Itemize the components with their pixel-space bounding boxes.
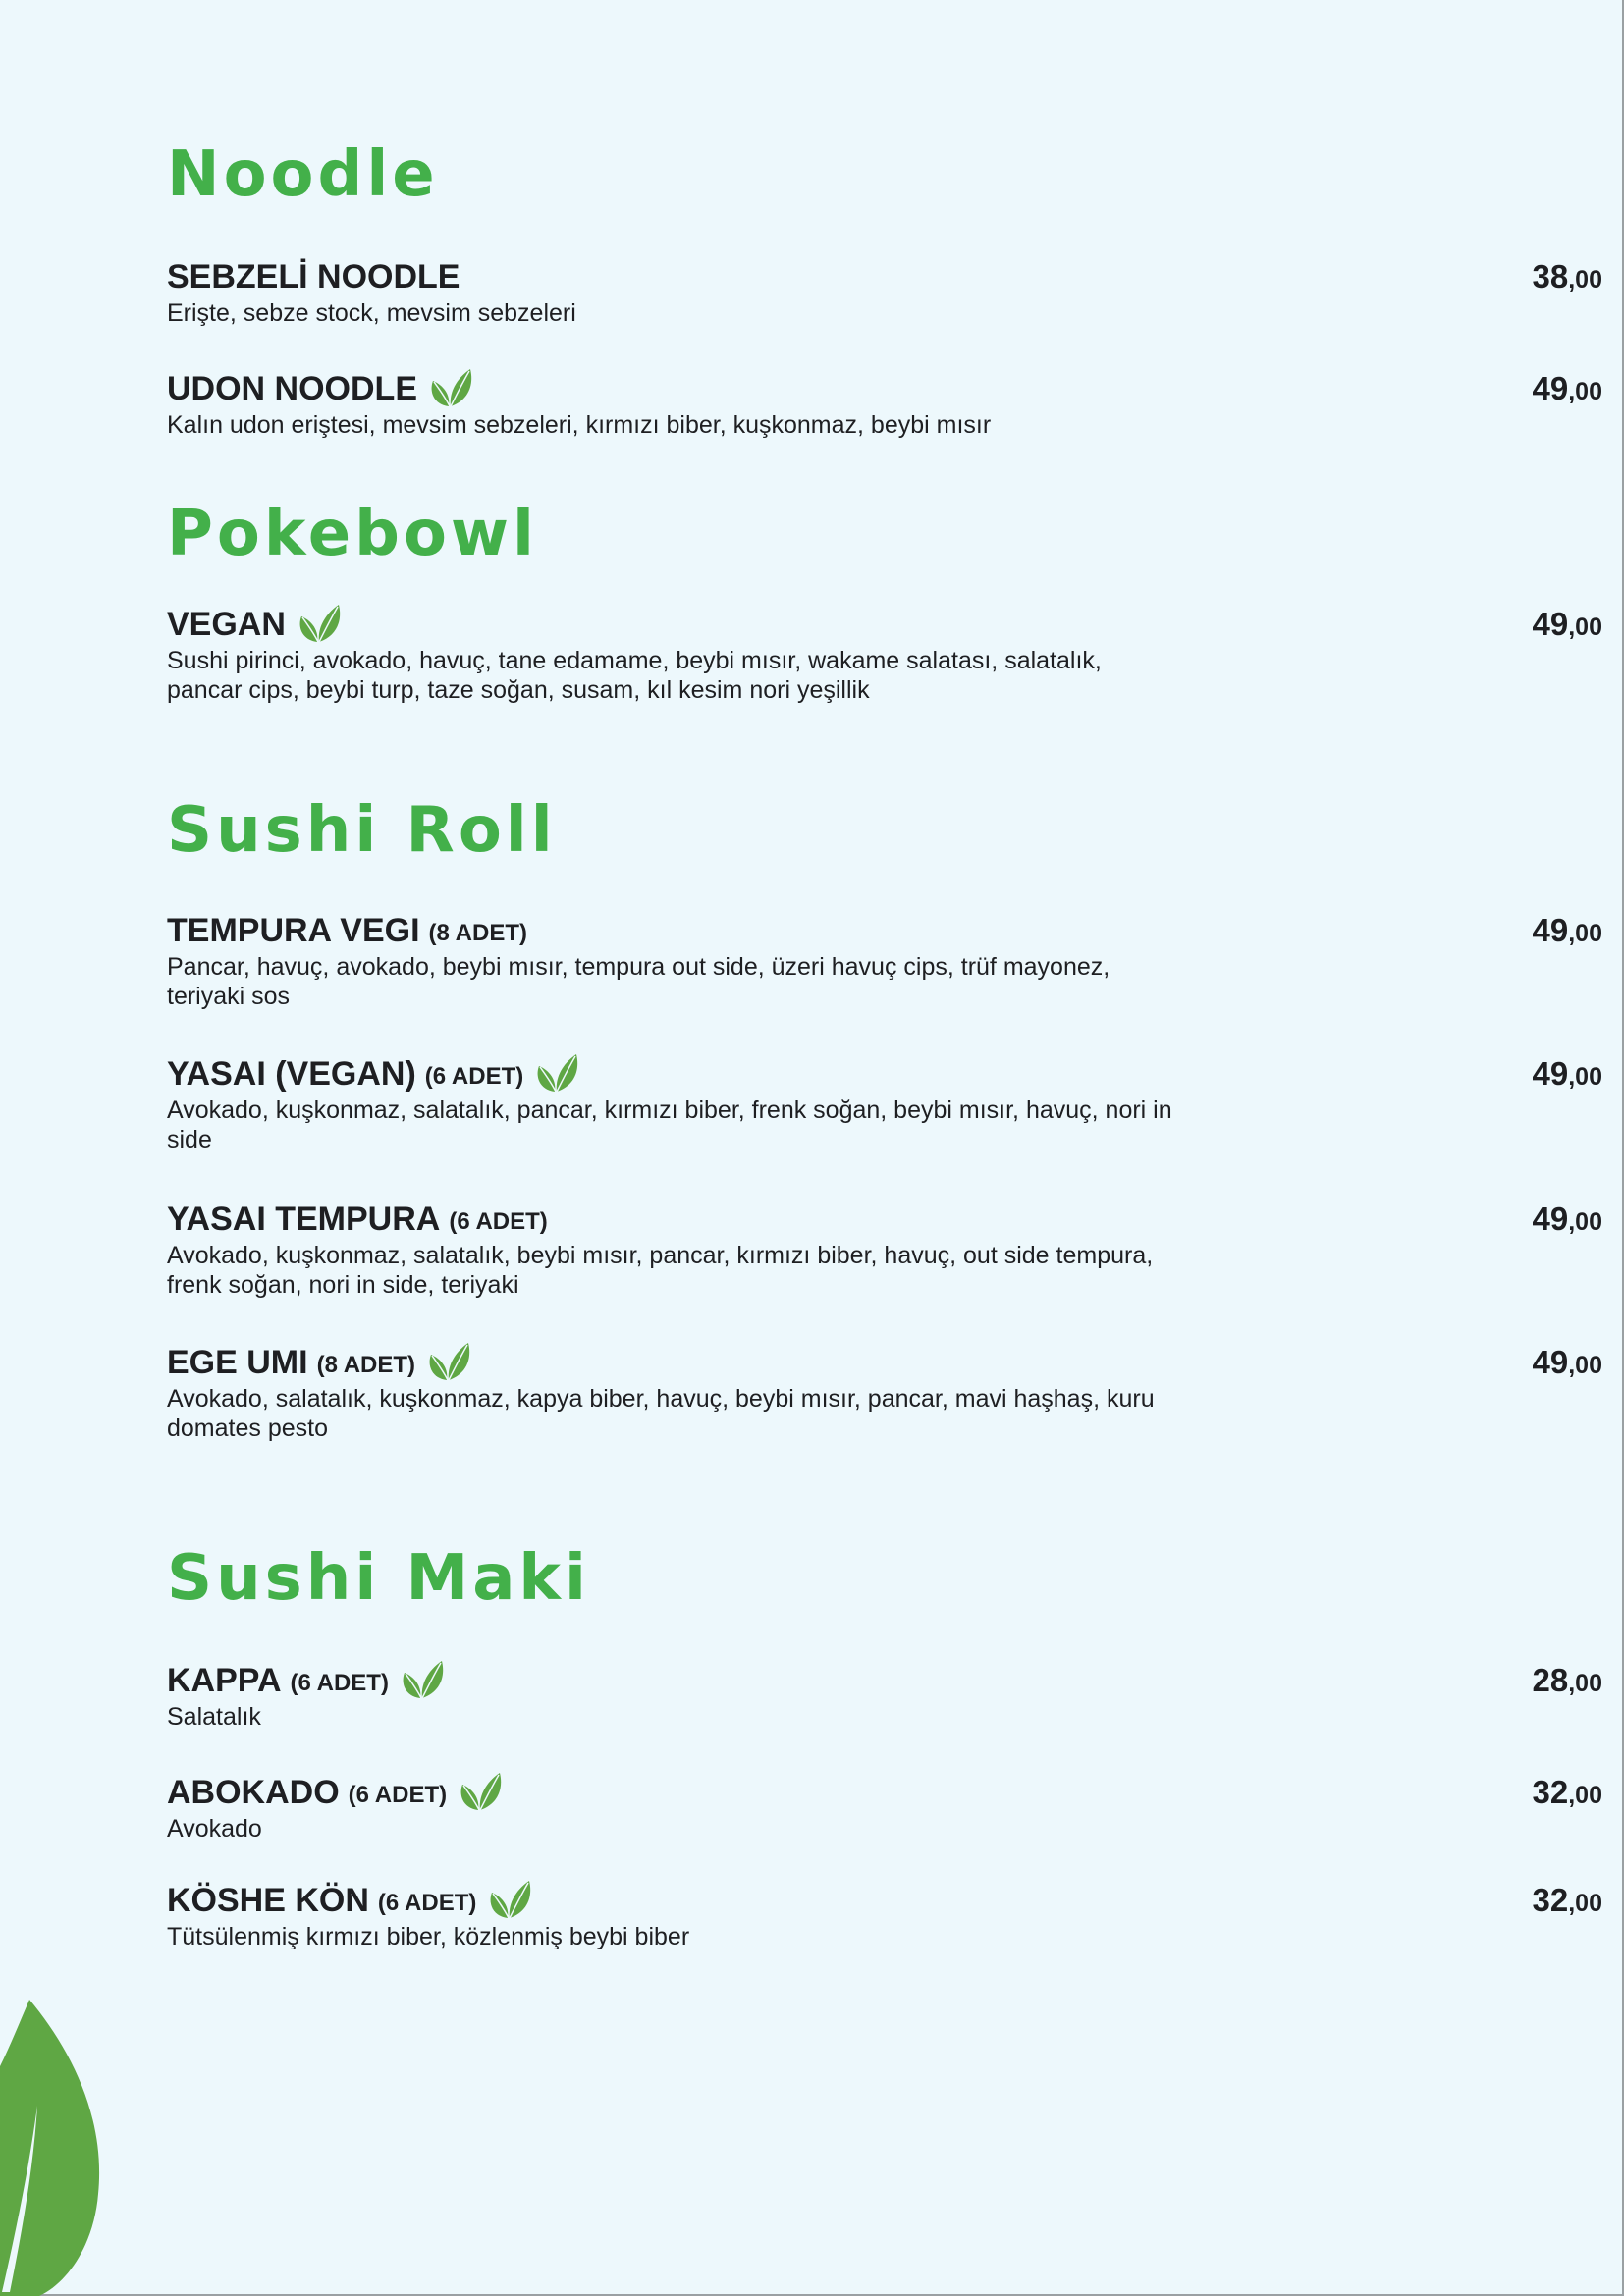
item-price: 49,00: [1532, 1344, 1602, 1380]
item-description: Tütsülenmiş kırmızı biber, közlenmiş beybi biber: [167, 1923, 690, 1950]
menu-item-kappa: [167, 1661, 1602, 1732]
item-description: Sushi pirinci, avokado, havuç, tane edamame, beybi mısır, wakame salatası, salatalık, pancar cips, beybi turp, taze soğan, susam, kıl kesim nori yeşillik: [167, 647, 1102, 704]
menu-item-udon-noodle: [167, 369, 1602, 440]
menu-item-ege-umi: [167, 1343, 1602, 1443]
menu-item-abokado: [167, 1773, 1602, 1843]
item-description: Pancar, havuç, avokado, beybi mısır, tempura out side, üzeri havuç cips, trüf mayonez, teriyaki sos: [167, 953, 1110, 1010]
item-description: Erişte, sebze stock, mevsim sebzeleri: [167, 299, 576, 327]
leaf-icon: [459, 1771, 502, 1814]
leaf-icon: [535, 1052, 578, 1095]
leaf-icon: [401, 1659, 444, 1702]
item-price: 49,00: [1532, 1055, 1602, 1092]
item-description: Avokado, kuşkonmaz, salatalık, beybi mısır, pancar, kırmızı biber, havuç, out side tempura, frenk soğan, nori in side, teriyaki: [167, 1242, 1154, 1299]
menu-item-yasai-vegan: [167, 1054, 1602, 1154]
section-title-sushi-roll: Sushi Roll: [167, 794, 557, 867]
leaf-icon: [488, 1879, 531, 1922]
item-quantity: (6 ADET): [348, 1782, 448, 1808]
item-description: Avokado: [167, 1815, 262, 1842]
item-description: Avokado, kuşkonmaz, salatalık, pancar, kırmızı biber, frenk soğan, beybi mısır, havuç, nori in side: [167, 1096, 1172, 1153]
item-name: VEGAN: [167, 606, 286, 643]
item-description: Salatalık: [167, 1703, 261, 1731]
item-price: 32,00: [1532, 1774, 1602, 1810]
item-name: YASAI (VEGAN): [167, 1055, 416, 1093]
item-name: UDON NOODLE: [167, 370, 417, 407]
menu-item-koshe-kon: [167, 1881, 1602, 1951]
menu-item-sebzeli-noodle: [167, 257, 1602, 328]
item-price: 38,00: [1532, 258, 1602, 294]
item-name: KAPPA: [167, 1662, 282, 1699]
item-description: Kalın udon eriştesi, mevsim sebzeleri, kırmızı biber, kuşkonmaz, beybi mısır: [167, 411, 992, 439]
item-name: YASAI TEMPURA: [167, 1201, 441, 1238]
item-quantity: (8 ADET): [316, 1352, 416, 1378]
item-price: 49,00: [1532, 912, 1602, 948]
item-quantity: (6 ADET): [290, 1670, 389, 1696]
item-price: 28,00: [1532, 1662, 1602, 1698]
item-price: 32,00: [1532, 1882, 1602, 1918]
menu-item-vegan-pokebowl: [167, 605, 1602, 705]
section-title-sushi-maki: Sushi Maki: [167, 1542, 590, 1615]
item-price: 49,00: [1532, 606, 1602, 642]
menu-item-tempura-vegi: [167, 911, 1602, 1011]
leaf-icon: [427, 1341, 470, 1384]
item-name: ABOKADO: [167, 1774, 340, 1811]
item-name: SEBZELİ NOODLE: [167, 258, 460, 295]
item-price: 49,00: [1532, 1201, 1602, 1237]
leaf-icon: [429, 367, 472, 410]
item-price: 49,00: [1532, 370, 1602, 406]
item-name: EGE UMI: [167, 1344, 308, 1381]
large-leaf-icon: [0, 1998, 108, 2296]
item-quantity: (8 ADET): [428, 920, 527, 946]
section-title-pokebowl: Pokebowl: [167, 498, 538, 570]
item-name: TEMPURA VEGI: [167, 912, 420, 949]
item-quantity: (6 ADET): [424, 1063, 524, 1090]
menu-item-yasai-tempura: [167, 1200, 1602, 1300]
item-name: KÖSHE KÖN: [167, 1882, 369, 1919]
item-description: Avokado, salatalık, kuşkonmaz, kapya biber, havuç, beybi mısır, pancar, mavi haşhaş, kuru domates pesto: [167, 1385, 1155, 1442]
leaf-icon: [298, 603, 341, 646]
item-quantity: (6 ADET): [449, 1208, 548, 1235]
item-quantity: (6 ADET): [377, 1890, 477, 1916]
section-title-noodle: Noodle: [167, 138, 439, 211]
